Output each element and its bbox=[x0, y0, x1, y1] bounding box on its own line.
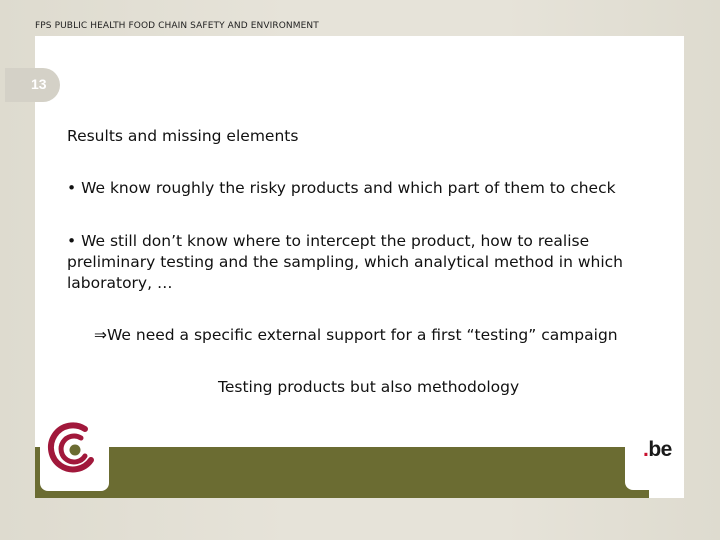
be-logo-text: be bbox=[648, 438, 672, 461]
footer-bar bbox=[35, 447, 649, 498]
be-logo-dot: . bbox=[643, 438, 649, 461]
slide-number-badge bbox=[5, 68, 60, 102]
conclusion-line: ⇒We need a specific external support for a first “testing” campaign bbox=[94, 326, 618, 344]
bullet-1: • We know roughly the risky products and which part of them to check bbox=[67, 179, 616, 197]
slide-heading: Results and missing elements bbox=[67, 127, 299, 145]
bullet-2: • We still don’t know where to intercept the product, how to realise preliminary testing and the sampling, which analytical method in which laboratory, … bbox=[67, 232, 623, 292]
be-logo bbox=[643, 438, 672, 462]
afsca-logo-icon bbox=[45, 420, 101, 476]
final-line: Testing products but also methodology bbox=[218, 378, 520, 396]
slide-number: 13 bbox=[31, 76, 47, 92]
header-title: FPS PUBLIC HEALTH FOOD CHAIN SAFETY AND ENVIRONMENT bbox=[35, 21, 319, 31]
